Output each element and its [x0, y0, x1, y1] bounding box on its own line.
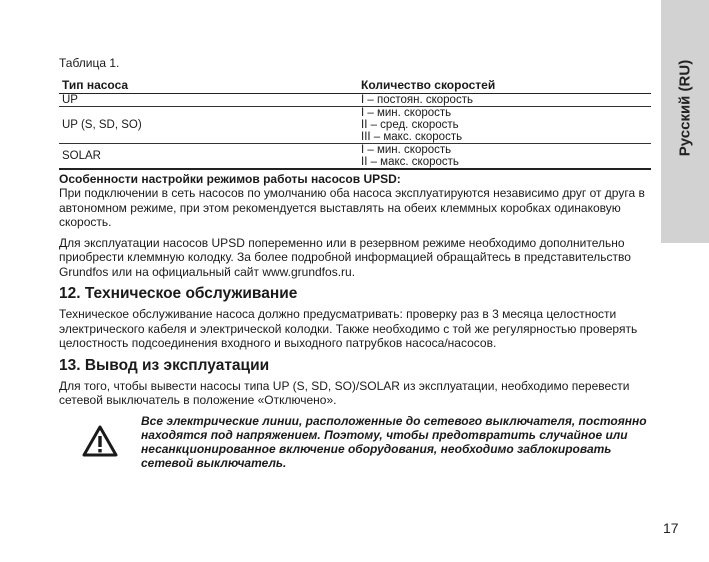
table-caption: Таблица 1.: [59, 56, 120, 70]
section-13-text: Для того, чтобы вывести насосы типа UP (S, SD, SO)/SOLAR из эксплуатации, необходимо перевести сетевой выключатель в положение «Отключено».: [59, 378, 630, 407]
speeds-cell: [358, 144, 651, 170]
table-row: [59, 107, 651, 144]
warning-triangle-icon: [59, 414, 141, 458]
section-12-heading: 12. Техническое обслуживание: [59, 285, 298, 302]
page-number: 17: [663, 520, 679, 536]
pump-type-cell: SOLAR: [59, 144, 358, 170]
table-row: [59, 144, 651, 170]
section-13-heading: 13. Вывод из эксплуатации: [59, 356, 270, 374]
header-speed-count: Количество скоростей: [358, 78, 651, 94]
language-tab[interactable]: [661, 0, 709, 243]
table-header-row: [59, 78, 651, 94]
language-tab-label: Русский (RU): [676, 59, 694, 157]
speed-line: I – мин. скорость: [361, 107, 452, 119]
page-content: [59, 56, 651, 470]
speed-line: I – мин. скорость: [361, 144, 452, 156]
speed-line: II – макс. скорость: [361, 156, 459, 168]
speed-line: II – сред. скорость: [361, 119, 459, 131]
safety-warning: [59, 414, 651, 470]
pump-speed-table: [59, 78, 651, 170]
upsd-paragraph-1: При подключении в сеть насосов по умолчанию оба насоса эксплуатируются независимо друг от друга в автономном режиме, при этом рекомендуется выставлять на обеих клеммных коробках одинаковую скорость.: [59, 186, 645, 229]
section-12-text: Техническое обслуживание насоса должно предусматривать: проверку раз в 3 месяца целостности электрического кабеля и электрической колодки. Также необходимо с той же регулярностью проверять целостность подсоединения входного и выходного патрубков насоса/насосов.: [59, 307, 638, 350]
table-row: [59, 94, 651, 107]
speed-line: III – макс. скорость: [361, 131, 463, 143]
pump-type-cell: UP: [59, 94, 358, 107]
upsd-settings-title: Особенности настройки режимов работы насосов UPSD:: [59, 172, 401, 186]
warning-text: Все электрические линии, расположенные до сетевого выключателя, постоянно находятся под напряжением. Поэтому, чтобы предотвратить случайное или несанкционированное включение оборудования, необходимо заблокировать сетевой выключатель.: [141, 413, 647, 470]
header-pump-type: Тип насоса: [59, 78, 358, 94]
speeds-cell: [358, 107, 651, 144]
upsd-paragraph-2: Для эксплуатации насосов UPSD попеременно или в резервном режиме необходимо дополнительно приобрести клеммную колодку. За более подробной информацией обращайтесь в представительство Grundfos или на официальный сайт www.grundfos.ru.: [59, 235, 631, 279]
speed-line: I – постоян. скорость: [361, 94, 473, 106]
speeds-cell: [358, 94, 651, 107]
pump-type-cell: UP (S, SD, SO): [59, 107, 358, 144]
